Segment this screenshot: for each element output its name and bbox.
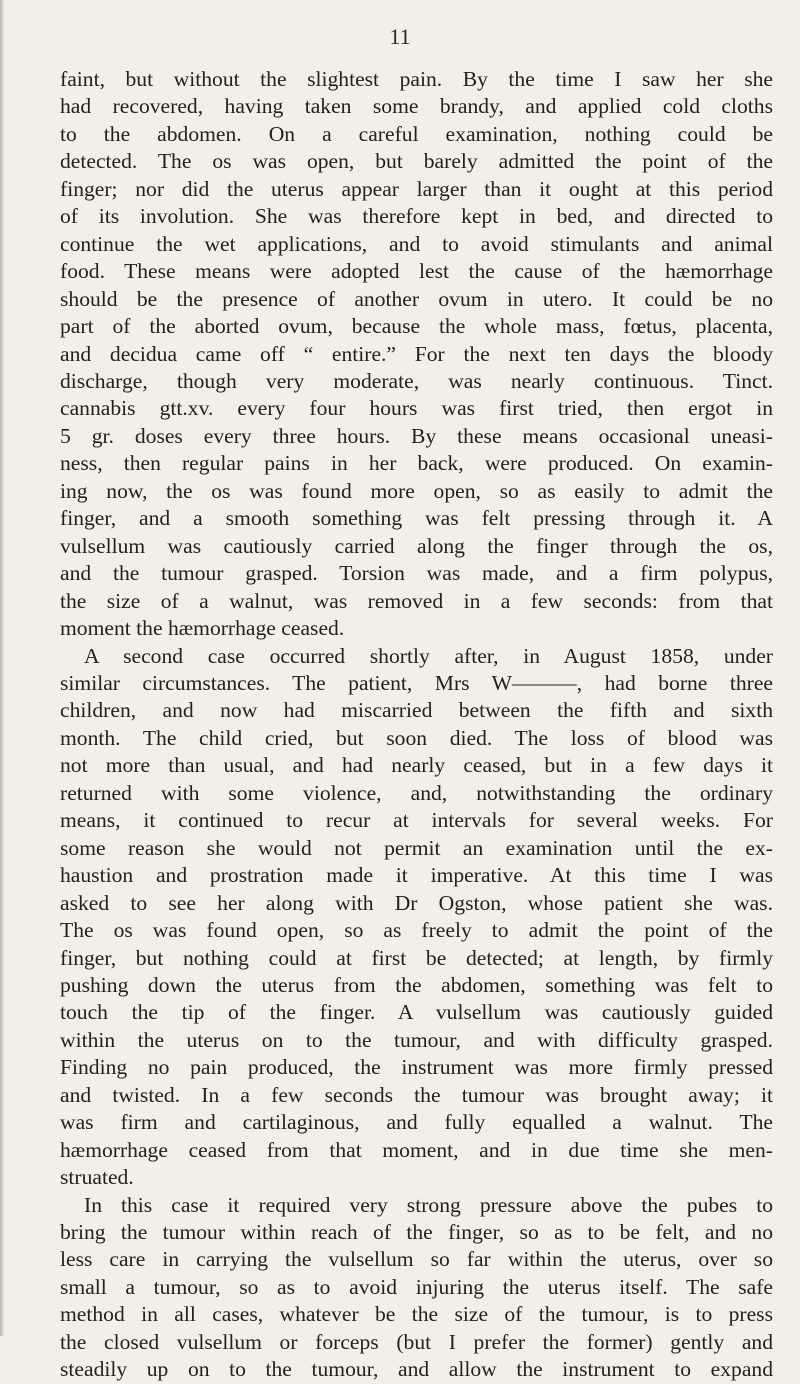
text-line: had recovered, having taken some brandy, and applied cold cloths xyxy=(60,94,773,119)
text-line: Finding no pain produced, the instrument was more firmly pressed xyxy=(60,1055,773,1080)
text-line: finger; nor did the uterus appear larger than it ought at this period xyxy=(60,176,773,201)
text-line: touch the tip of the finger. A vulsellum was cautiously guided xyxy=(60,1000,773,1025)
text-line: struated. xyxy=(60,1165,134,1190)
text-line: ness, then regular pains in her back, were produced. On examin- xyxy=(60,451,773,476)
text-line: and the tumour grasped. Torsion was made, and a firm polypus, xyxy=(60,561,773,586)
text-line: of its involution. She was therefore kept in bed, and directed to xyxy=(60,204,773,229)
text-line: The os was found open, so as freely to admit the point of the xyxy=(60,918,773,943)
text-line: moment the hæmorrhage ceased. xyxy=(60,616,345,641)
text-line: hæmorrhage ceased from that moment, and in due time she men- xyxy=(60,1137,773,1162)
text-line: to the abdomen. On a careful examination, nothing could be xyxy=(60,121,773,146)
text-line: month. The child cried, but soon died. The loss of blood was xyxy=(60,725,773,750)
text-line: some reason she would not permit an examination until the ex- xyxy=(60,835,773,860)
page-edge-shadow xyxy=(0,0,4,1336)
text-line: vulsellum was cautiously carried along the finger through the os, xyxy=(60,533,773,558)
text-line: less care in carrying the vulsellum so far within the uterus, over so xyxy=(60,1247,773,1272)
text-line: haustion and prostration made it imperative. At this time I was xyxy=(60,863,773,888)
text-line: detected. The os was open, but barely admitted the point of the xyxy=(60,149,773,174)
text-line: A second case occurred shortly after, in August 1858, under xyxy=(84,643,773,668)
text-line: and decidua came off “ entire.” For the next ten days the bloody xyxy=(60,341,773,366)
text-line: means, it continued to recur at intervals for several weeks. For xyxy=(60,808,773,833)
text-line: food. These means were adopted lest the cause of the hæmorrhage xyxy=(60,259,773,284)
text-line: continue the wet applications, and to avoid stimulants and animal xyxy=(60,231,773,256)
text-line: bring the tumour within reach of the finger, so as to be felt, and no xyxy=(60,1220,773,1245)
text-line: asked to see her along with Dr Ogston, whose patient she was. xyxy=(60,890,773,915)
text-line: steadily up on to the tumour, and allow the instrument to expand xyxy=(60,1357,773,1382)
text-line: ing now, the os was found more open, so as easily to admit the xyxy=(60,478,773,503)
text-line: finger, and a smooth something was felt pressing through it. A xyxy=(60,506,773,531)
text-line: cannabis gtt.xv. every four hours was first tried, then ergot in xyxy=(60,396,773,421)
text-line: In this case it required very strong pressure above the pubes to xyxy=(84,1192,773,1217)
text-line: 5 gr. doses every three hours. By these means occasional uneasi- xyxy=(60,423,773,448)
text-line: small a tumour, so as to avoid injuring the uterus itself. The safe xyxy=(60,1274,773,1299)
page-number: 11 xyxy=(389,24,411,49)
text-line: discharge, though very moderate, was nearly continuous. Tinct. xyxy=(60,368,773,393)
text-line: and twisted. In a few seconds the tumour was brought away; it xyxy=(60,1082,773,1107)
text-line: within the uterus on to the tumour, and with difficulty grasped. xyxy=(60,1027,773,1052)
text-line: was firm and cartilaginous, and fully equalled a walnut. The xyxy=(60,1110,773,1135)
text-line: the size of a walnut, was removed in a few seconds: from that xyxy=(60,588,773,613)
body-text xyxy=(60,66,773,1384)
text-line: not more than usual, and had nearly ceased, but in a few days it xyxy=(60,753,773,778)
text-line: finger, but nothing could at first be detected; at length, by firmly xyxy=(60,945,773,970)
text-line: method in all cases, whatever be the size of the tumour, is to press xyxy=(60,1302,773,1327)
text-line: should be the presence of another ovum in utero. It could be no xyxy=(60,286,773,311)
text-line: pushing down the uterus from the abdomen, something was felt to xyxy=(60,972,773,997)
text-line: the closed vulsellum or forceps (but I prefer the former) gently and xyxy=(60,1329,773,1354)
text-line: similar circumstances. The patient, Mrs W———, had borne three xyxy=(60,670,773,695)
text-line: part of the aborted ovum, because the whole mass, fœtus, placenta, xyxy=(60,314,773,339)
text-line: faint, but without the slightest pain. By the time I saw her she xyxy=(60,67,773,91)
text-line: children, and now had miscarried between the fifth and sixth xyxy=(60,698,773,723)
text-line: returned with some violence, and, notwithstanding the ordinary xyxy=(60,780,773,805)
